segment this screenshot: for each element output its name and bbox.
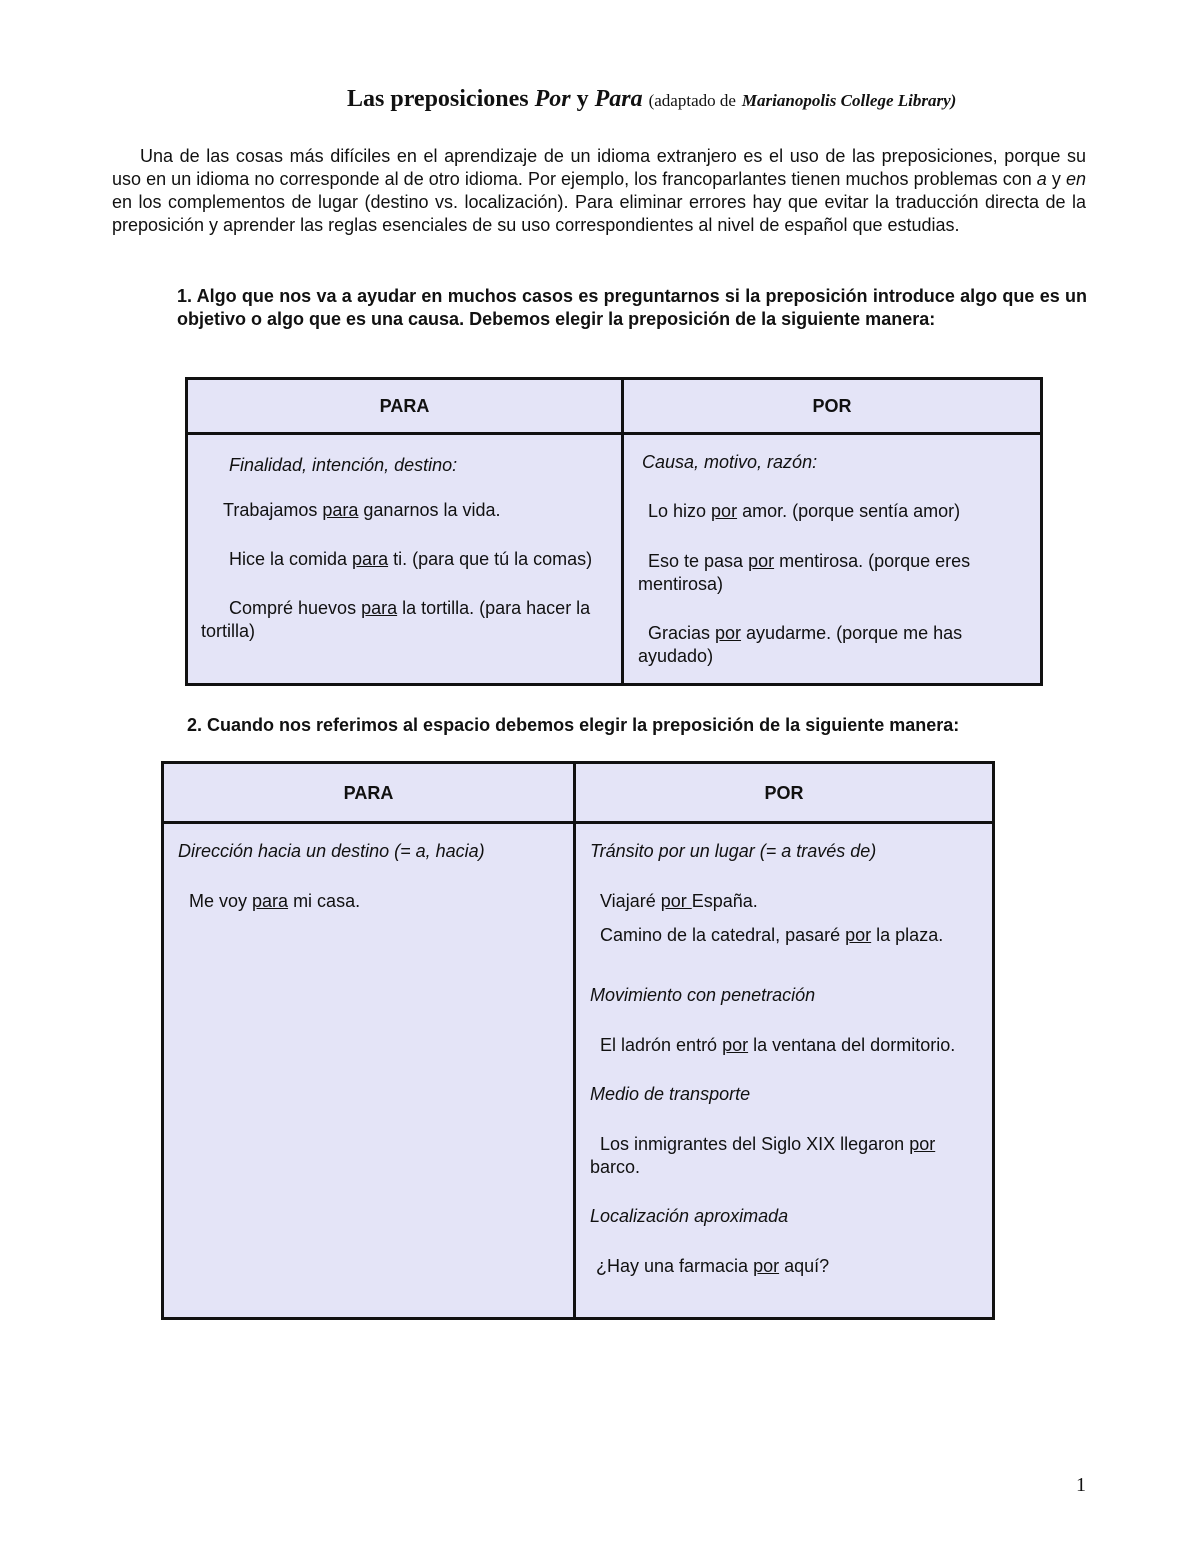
title-para: Para	[594, 86, 643, 112]
page-title	[347, 86, 956, 113]
example-text: Lo hizo	[648, 501, 712, 521]
example-preposition: por	[909, 1134, 936, 1154]
example-text: ti. (para que tú la comas)	[388, 549, 593, 569]
table1-por-example	[638, 550, 1033, 596]
example-preposition: por	[715, 623, 742, 643]
section2-heading: 2. Cuando nos referimos al espacio debemos elegir la preposición de la siguiente manera:	[187, 715, 960, 735]
example-text: Viajaré	[600, 891, 661, 911]
table2-por-example	[590, 890, 985, 913]
example-text: Camino de la catedral, pasaré	[600, 925, 846, 945]
table2-por-example	[590, 1034, 985, 1057]
example-preposition: para	[352, 549, 389, 569]
example-text: mentirosa. (porque eres mentirosa)	[638, 551, 971, 594]
table2-divider-header	[164, 821, 992, 824]
table2-por-category: Movimiento con penetración	[590, 985, 816, 1005]
table2-por-category: Medio de transporte	[590, 1084, 751, 1104]
table1-divider-header	[188, 432, 1040, 435]
example-preposition: para	[361, 598, 398, 618]
example-preposition: por	[660, 891, 692, 911]
intro-italic-en: en	[1065, 169, 1086, 189]
table1-header-por: POR	[812, 396, 852, 416]
example-text: Hice la comida	[229, 549, 353, 569]
table1-para-category: Finalidad, intención, destino:	[229, 455, 458, 475]
table2-para-category: Dirección hacia un destino (= a, hacia)	[178, 841, 485, 861]
example-preposition: por	[722, 1035, 749, 1055]
example-text: aquí?	[779, 1256, 830, 1276]
table2-para-example	[178, 890, 563, 913]
example-text: Gracias	[648, 623, 716, 643]
table2-por-example	[590, 1255, 985, 1278]
title-por: Por	[534, 86, 571, 112]
table2-por-category: Localización aproximada	[590, 1206, 789, 1226]
example-text: la plaza.	[871, 925, 944, 945]
title-main: Las preposiciones	[347, 86, 529, 112]
table1-para-example	[201, 548, 611, 571]
table2-por-category: Tránsito por un lugar (= a través de)	[590, 841, 877, 861]
example-preposition: por	[711, 501, 738, 521]
example-text: Compré huevos	[229, 598, 362, 618]
table2-divider-vertical	[573, 764, 576, 1317]
table2-para-cell	[178, 840, 563, 913]
table1-header-para: PARA	[379, 396, 430, 416]
title-source: Marianopolis College Library)	[741, 91, 957, 110]
example-text: barco.	[590, 1157, 641, 1177]
example-preposition: por	[748, 551, 775, 571]
example-preposition: para	[322, 500, 359, 520]
table1-por-example	[638, 622, 1033, 668]
intro-paragraph	[112, 145, 1086, 237]
example-text: Me voy	[189, 891, 253, 911]
example-text: España.	[691, 891, 758, 911]
intro-text-a: Una de las cosas más difíciles en el aprendizaje de un idioma extranjero es el uso de las preposiciones, porque su uso en un idioma no corresponde al de otro idioma. Por ejemplo, los francoparlantes tienen muchos problemas con	[112, 146, 1086, 189]
table2-por-example	[590, 924, 985, 947]
example-preposition: por	[753, 1256, 780, 1276]
table1-por-example	[638, 500, 1033, 523]
table1-para-example	[201, 597, 611, 643]
table1-por-category: Causa, motivo, razón:	[642, 452, 818, 472]
example-text: ganarnos la vida.	[358, 500, 501, 520]
table1-divider-vertical	[621, 380, 624, 683]
intro-text-c: en los complementos de lugar (destino vs. localización). Para eliminar errores hay que evitar la traducción directa de la preposición y aprender las reglas esenciales de su uso correspondientes al nivel de español que estudias.	[112, 192, 1086, 235]
table1-por-cell	[638, 451, 1033, 668]
title-source-prefix: (adaptado de	[648, 91, 736, 110]
page-number: 1	[1076, 1474, 1086, 1496]
example-text: la tortilla. (para hacer la tortilla)	[201, 598, 591, 641]
example-text: Trabajamos	[223, 500, 323, 520]
table2-por-example	[590, 1133, 985, 1179]
example-text: ¿Hay una farmacia	[596, 1256, 754, 1276]
table1-para-cell	[201, 454, 611, 643]
example-preposition: por	[845, 925, 872, 945]
table2-header-para: PARA	[343, 783, 394, 803]
example-text: ayudarme. (porque me has ayudado)	[638, 623, 963, 666]
intro-text-b: y	[1046, 169, 1066, 189]
example-text: Los inmigrantes del Siglo XIX llegaron	[600, 1134, 910, 1154]
table1-para-example	[201, 499, 611, 522]
example-preposition: para	[252, 891, 289, 911]
intro-italic-a: a	[1036, 169, 1047, 189]
example-text: amor. (porque sentía amor)	[737, 501, 961, 521]
example-text: El ladrón entró	[600, 1035, 723, 1055]
example-text: la ventana del dormitorio.	[748, 1035, 956, 1055]
title-y: y	[576, 86, 589, 112]
table2-header-por: POR	[764, 783, 804, 803]
example-text: Eso te pasa	[648, 551, 749, 571]
table2-por-cell	[590, 840, 985, 1278]
section1-heading: 1. Algo que nos va a ayudar en muchos casos es preguntarnos si la preposición introduce algo que es un objetivo o algo que es una causa. Debemos elegir la preposición de la siguiente manera:	[177, 286, 1087, 329]
example-text: mi casa.	[288, 891, 361, 911]
